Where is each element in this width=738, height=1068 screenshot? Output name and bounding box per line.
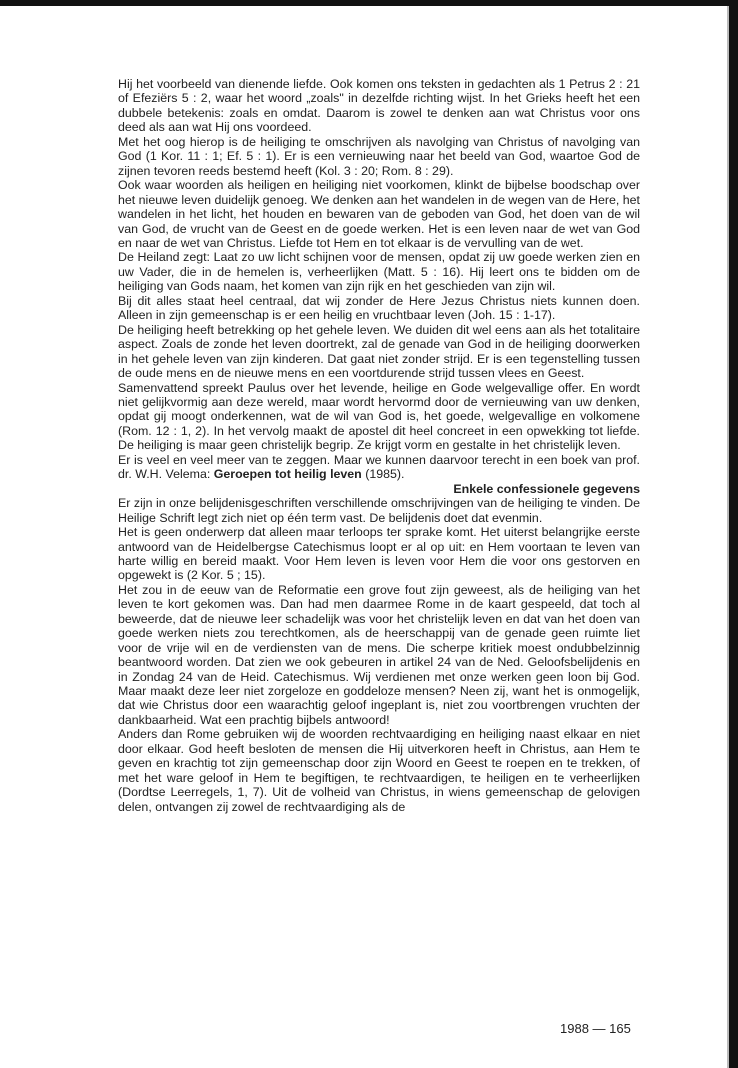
paragraph: De heiliging heeft betrekking op het gehele leven. We duiden dit wel eens aan als het totalitaire aspect. Zoals de zonde het leven doortrekt, zal de genade van God in de heiliging doorwerken in het gehele leven van zijn kinderen. Dat gaat niet zonder strijd. Er is een tegenstelling tussen de oude mens en de nieuwe mens en een voortdurende strijd tussen vlees en Geest. bbox=[118, 322, 640, 381]
page-edge-right-inner bbox=[727, 6, 729, 1068]
page-edge-top bbox=[0, 0, 738, 6]
paragraph: Het zou in de eeuw van de Reformatie een grove fout zijn geweest, als de heiliging van het leven te kort gekomen was. Dan had men daarmee Rome in de kaart gespeeld, dat toch al beweerde, dat de nieuwe leer schadelijk was voor het christelijk leven en dat van het doen van goede werken niets zou terechtkomen, als de heerschappij van de genade geen ruimte liet voor de vrije wil en de verdiensten van de mens. Die scherpe kritiek moest ondubbelzinnig beantwoord worden. Dat zien we ook gebeuren in artikel 24 van de Ned. Geloofsbelijdenis en in Zondag 24 van de Heid. Catechismus. Wij verdienen met onze werken geen loon bij God. Maar maakt deze leer niet zorgeloze en goddeloze mensen? Neen zij, want het is onmogelijk, dat wie Christus door een waarachtig geloof ingeplant is, niet zou voortbrengen vruchten der dankbaarheid. Wat een prachtig bijbels antwoord! bbox=[118, 582, 640, 727]
paragraph: Anders dan Rome gebruiken wij de woorden rechtvaardiging en heiliging naast elkaar en niet door elkaar. God heeft besloten de mensen die Hij uitverkoren heeft in Christus, aan Hem te geven en krachtig tot zijn gemeenschap door zijn Woord en Geest te roepen en te trekken, of met het ware geloof in Hem te begiftigen, te rechtvaardigen, te heiligen en te verheerlijken (Dordtse Leerregels, 1, 7). Uit de volheid van Christus, in wiens gemeenschap de gelovigen delen, ontvangen zij zowel de rechtvaardiging als de bbox=[118, 727, 640, 814]
paragraph: Samenvattend spreekt Paulus over het levende, heilige en Gode welgevallige offer. En wordt niet gelijkvormig aan deze wereld, maar wordt hervormd door de vernieuwing van uw denken, opdat gij moogt onderkennen, wat de wil van God is, het goede, welgevallige en volkomene (Rom. 12 : 1, 2). In het vervolg maakt de apostel dit heel concreet in een opwekking tot liefde. De heiliging is maar geen christelijk begrip. Ze krijgt vorm en gestalte in het christelijk leven. bbox=[118, 380, 640, 453]
book-title: Geroepen tot heilig leven bbox=[213, 467, 362, 482]
paragraph: Bij dit alles staat heel centraal, dat wij zonder de Here Jezus Christus niets kunnen doen. Alleen in zijn gemeenschap is er een heilig en vruchtbaar leven (Joh. 15 : 1-17). bbox=[118, 293, 640, 323]
page-edge-right bbox=[729, 0, 738, 1068]
paragraph: Het is geen onderwerp dat alleen maar terloops ter sprake komt. Het uiterst belangrijke eerste antwoord van de Heidelbergse Catechismus loopt er al op uit: en Hem voortaan te leven van harte willig en bereid maakt. Voor Hem leven is leven voor Hem die voor ons gestorven en opgewekt is (2 Kor. 5 ; 15). bbox=[118, 525, 640, 583]
paragraph: De Heiland zegt: Laat zo uw licht schijnen voor de mensen, opdat zij uw goede werken zien en uw Vader, die in de hemelen is, verheerlijken (Matt. 5 : 16). Hij leert ons te bidden om de heiliging van Gods naam, het komen van zijn rijk en het geschieden van zijn wil. bbox=[118, 250, 640, 294]
paragraph: Met het oog hierop is de heiliging te omschrijven als navolging van Christus of navolging van God (1 Kor. 11 : 1; Ef. 5 : 1). Er is een vernieuwing naar het beeld van God, waartoe God de zijnen tevoren reeds bestemd heeft (Kol. 3 : 20; Rom. 8 : 29). bbox=[118, 134, 640, 178]
velema-prefix: Er is veel en veel meer van te zeggen. Maar we kunnen daarvoor terecht in een boek van prof. dr. W.H. Velema: bbox=[118, 452, 640, 482]
article-body bbox=[118, 77, 640, 814]
section-heading: Enkele confessionele gegevens bbox=[453, 481, 640, 496]
velema-suffix: (1985). bbox=[361, 467, 405, 482]
paragraph: Hij het voorbeeld van dienende liefde. Ook komen ons teksten in gedachten als 1 Petrus 2 : 21 of Efeziërs 5 : 2, waar het woord „zoals" in dezelfde richting wijst. In het Grieks heeft het een dubbele betekenis: zoals en omdat. Daarom is zowel te denken aan wat Christus voor ons deed als aan wat Hij ons voordeed. bbox=[118, 77, 640, 135]
velema-paragraph bbox=[118, 453, 640, 482]
paragraph: Er zijn in onze belijdenisgeschriften verschillende omschrijvingen van de heiliging te vinden. De Heilige Schrift legt zich niet op één term vast. De belijdenis doet dat evenmin. bbox=[118, 496, 640, 525]
paragraph: Ook waar woorden als heiligen en heiliging niet voorkomen, klinkt de bijbelse boodschap over het nieuwe leven duidelijk genoeg. We denken aan het wandelen in de wegen van de Here, het wandelen in het licht, het houden en bewaren van de geboden van God, het doen van de wil van God, de vrucht van de Geest en de goede werken. Het is een leven naar de wet van God en naar de wet van Christus. Liefde tot Hem en tot elkaar is de vervulling van de wet. bbox=[118, 178, 640, 250]
page-number: 1988 — 165 bbox=[560, 1021, 631, 1036]
